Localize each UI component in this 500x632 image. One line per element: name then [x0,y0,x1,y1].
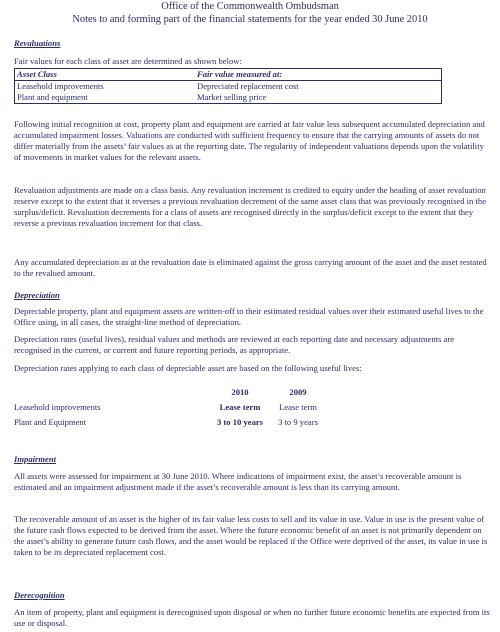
impairment-heading: Impairment [14,454,57,464]
fair-value-table [14,68,442,104]
page-header [0,0,500,26]
table-row [14,402,354,417]
derecognition-paragraph-1: An item of property, plant and equipment is derecognised upon disposal or when no further future economic benefits are expected from its use or disposal. [14,607,490,628]
depreciation-heading: Depreciation [14,290,60,300]
derecognition-heading: Derecognition [14,590,65,600]
revaluations-paragraph-3: Any accumulated depreciation as at the revaluation date is eliminated against the gross carrying amount of the asset and the asset restated to the revalued amount. [14,257,487,278]
table-row [14,417,354,432]
useful-life-current: Lease term [219,402,261,412]
useful-life-prior: Lease term [279,402,317,412]
impairment-paragraph-1: All assets were assessed for impairment at 30 June 2010. Where indications of impairment exist, the asset’s recoverable amount is estimated and an impairment adjustment made if the asset’s recoverable amount is less than its carrying amount. [14,471,462,492]
col-header-fair-value: Fair value measured at: [195,69,442,81]
useful-lives-year-row [14,387,354,402]
useful-lives-table [14,387,354,432]
useful-life-prior: 3 to 9 years [278,417,318,427]
year-current: 2010 [231,387,249,397]
table-row [15,81,442,93]
fair-value-table-header [15,69,442,81]
revaluations-intro: Fair values for each class of asset are determined as shown below: [14,56,242,66]
asset-class-cell: Leasehold improvements [17,81,104,91]
depreciation-paragraph-2: Depreciation rates (useful lives), residual values and methods are reviewed at each reporting date and necessary adjustments are recognised in the current, or current and future reporting periods, as appropriate. [14,334,455,355]
revaluations-heading: Revaluations [14,38,61,48]
fair-value-cell: Depreciated replacement cost [197,81,299,91]
asset-class-label: Leasehold improvements [14,402,101,412]
revaluations-paragraph-1: Following initial recognition at cost, property plant and equipment are carried at fair value less subsequent accumulated depreciation and accumulated impairment losses. Valuations are conducted with sufficient frequency to ensure that the carrying amounts of assets do not differ materially from the assets’ fair values as at the reporting date. The regularity of independent valuations depends upon the volatility of movements in market values for the relevant assets. [14,119,485,162]
impairment-paragraph-2: The recoverable amount of an asset is the higher of its fair value less costs to sell and its value in use. Value in use is the present value of the future cash flows expected to be derived from the asset. Where the future economic benefit of an asset is not primarily dependent on the asset’s ability to generate future cash flows, and the asset would be replaced if the Office were deprived of the asset, its value in use is taken to be its depreciated replacement cost. [14,514,488,557]
asset-class-label: Plant and Equipment [14,417,87,427]
revaluations-paragraph-2: Revaluation adjustments are made on a class basis. Any revaluation increment is credited to equity under the heading of asset revaluation reserve except to the extent that it reverses a previous revaluation decrement of the same asset class that was previously recognised in the surplus/deficit. Revaluation decrements for a class of assets are recognised directly in the surplus/deficit except to the extent that they reverse a previous revaluation increment for that class. [14,185,487,228]
header-subtitle: Notes to and forming part of the financial statements for the year ended 30 June 2010 [72,13,428,25]
depreciation-paragraph-1: Depreciable property, plant and equipment assets are written-off to their estimated residual values over their estimated useful lives to the Office using, in all cases, the straight-line method of depreciation. [14,306,484,327]
col-header-asset-class: Asset Class [15,69,196,81]
useful-life-current: 3 to 10 years [216,417,264,427]
table-row [15,92,442,104]
fair-value-cell: Market selling price [197,92,267,102]
header-organisation: Office of the Commonwealth Ombudsman [161,1,339,12]
year-prior: 2009 [289,387,307,397]
asset-class-cell: Plant and equipment [17,92,88,102]
depreciation-paragraph-3: Depreciation rates applying to each class of depreciable asset are based on the following useful lives: [14,363,362,373]
